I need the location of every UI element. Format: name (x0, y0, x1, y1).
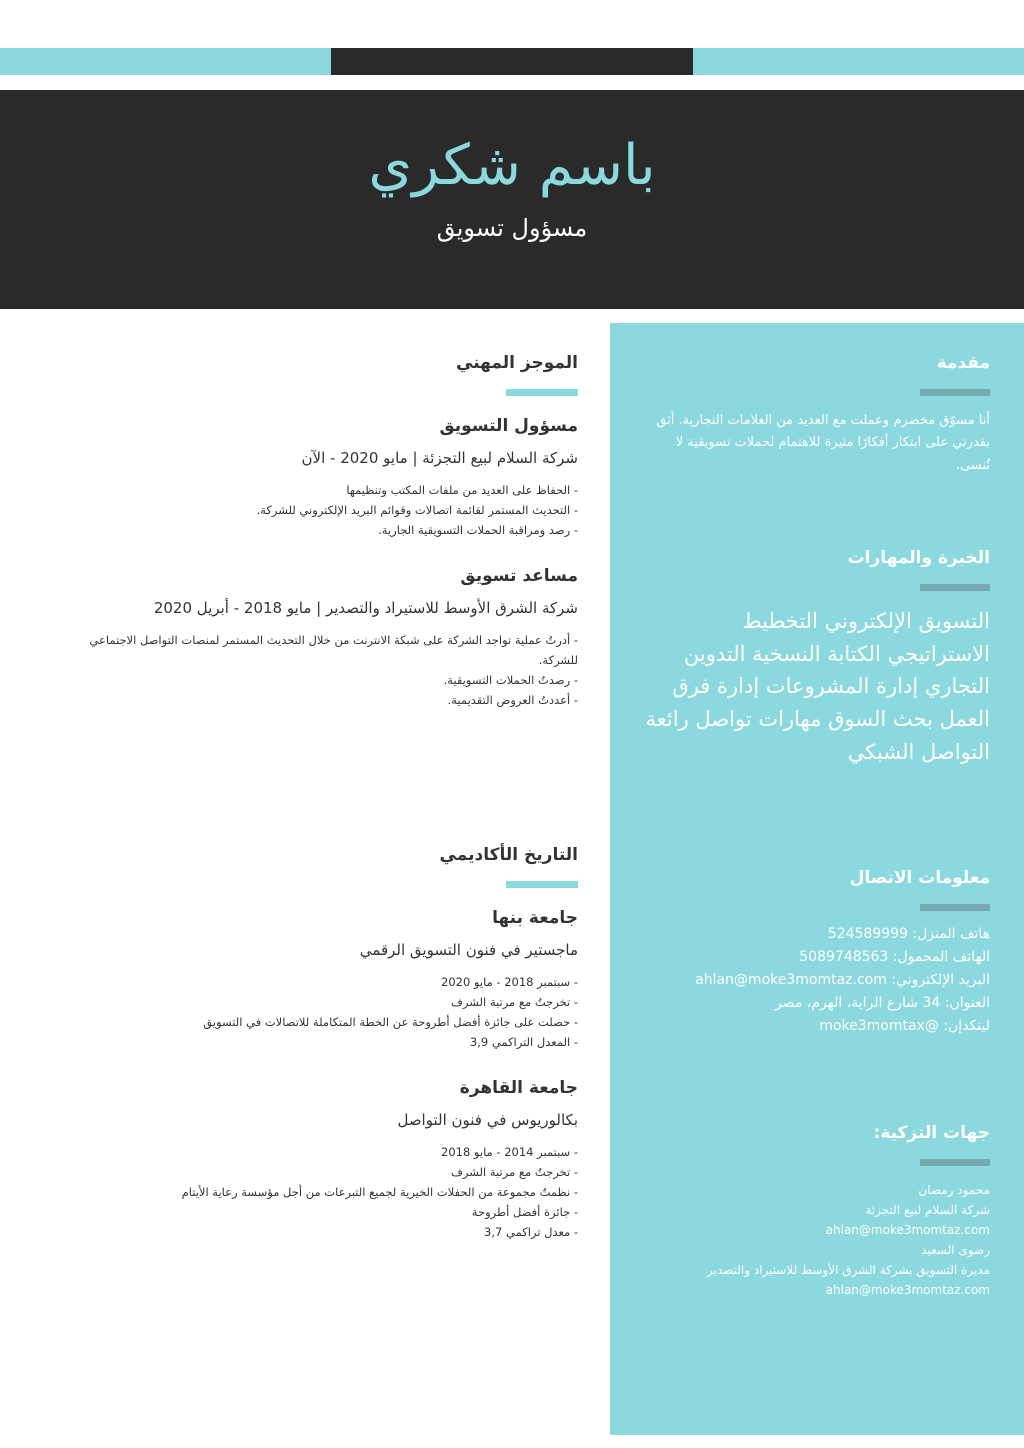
reference-line: رضوى السعيد (921, 1243, 990, 1258)
job-entry (58, 416, 578, 540)
section-divider (920, 1159, 990, 1166)
bullet-item: - نظمتُ مجموعة من الحفلات الخيرية لجميع التبرعات من أجل مؤسسة رعاية الأيتام (181, 1185, 578, 1200)
mobile-phone: الهاتف المحمول: 5089748563 (799, 949, 990, 966)
intro-text: أنا مسوّق مخضرم وعملت مع العديد من العلامات التجارية. أثق بقدرتي على ابتكار أفكارًا مثيرة للاهتمام لحملات تسويقية لا تُنسى. (656, 413, 990, 473)
candidate-role: مسؤول تسويق (436, 214, 588, 242)
section-divider (506, 881, 578, 888)
address: العنوان: 34 شارع الراية، الهرم، مصر (774, 995, 990, 1012)
job-bullets (58, 480, 578, 540)
bullet-item: - المعدل التراكمي 3,9 (469, 1035, 578, 1050)
school-degree: ماجستير في فنون التسويق الرقمي (359, 940, 578, 959)
references-lines (640, 1180, 990, 1300)
school-bullets (58, 972, 578, 1052)
section-divider (920, 389, 990, 396)
bullet-item: - تخرجتُ مع مرتبة الشرف (451, 995, 578, 1010)
linkedin: لينكدإن: @moke3momtax (819, 1018, 990, 1035)
bullet-item: - سبتمبر 2018 - مايو 2020 (441, 975, 578, 990)
reference-line: محمود رمضان (918, 1183, 990, 1198)
bullet-item: - رصدتُ الحملات التسويقية. (443, 673, 578, 688)
reference-line: شركة السلام لبيع التجزئة (865, 1203, 990, 1218)
experience-title: الموجز المهني (456, 353, 578, 373)
bullet-item: - أعددتُ العروض التقديمية. (447, 693, 578, 708)
bullet-item: - معدل تراكمي 3,7 (484, 1225, 578, 1240)
experience-section (58, 353, 578, 710)
education-title: التاريخ الأكاديمي (439, 845, 578, 865)
top-accent-bar-middle (331, 48, 693, 75)
header-banner (0, 90, 1024, 309)
bullet-item: - سبتمبر 2014 - مايو 2018 (441, 1145, 578, 1160)
education-section (58, 845, 578, 1242)
references-section (640, 1123, 990, 1300)
intro-section (640, 353, 990, 477)
job-company: شركة السلام لبيع التجزئة | مايو 2020 - الآن (301, 448, 578, 467)
reference-line: ahlan@moke3momtaz.com (825, 1283, 990, 1298)
section-divider (920, 584, 990, 591)
school-entry (58, 1078, 578, 1242)
bullet-item: - الحفاظ على العديد من ملفات المكتب وتنظيمها (346, 483, 578, 498)
candidate-name: باسم شكري (368, 133, 656, 198)
job-company: شركة الشرق الأوسط للاستيراد والتصدير | مايو 2018 - أبريل 2020 (153, 598, 578, 617)
contact-title: معلومات الاتصال (849, 868, 990, 888)
skills-text: التسويق الإلكتروني التخطيط الاستراتيجي الكتابة النسخية التدوين التجاري إدارة المشروعات إدارة فرق العمل بحث السوق مهارات تواصل رائعة التواصل الشبكي (645, 609, 990, 764)
top-accent-bar-right (693, 48, 1024, 75)
section-divider (920, 904, 990, 911)
bullet-item: - أدرتُ عملية تواجد الشركة على شبكة الانترنت من خلال التحديث المستمر لمنصات التواصل الاجتماعي للشركة. (89, 633, 578, 668)
sidebar (610, 323, 1024, 1435)
bullet-item: - التحديث المستمر لقائمة اتصالات وقوائم البريد الإلكتروني للشركة. (256, 503, 578, 518)
references-title: جهات التزكية: (873, 1123, 990, 1143)
skills-title: الخبرة والمهارات (847, 548, 990, 568)
school-name: جامعة القاهرة (459, 1078, 578, 1099)
bullet-item: - جائزة أفضل أطروحة (471, 1205, 578, 1220)
contact-section (640, 868, 990, 1038)
school-name: جامعة بنها (492, 908, 578, 929)
school-degree: بكالوريوس في فنون التواصل (397, 1110, 578, 1129)
section-divider (506, 389, 578, 396)
intro-title: مقدمة (936, 353, 990, 373)
skills-section (640, 548, 990, 768)
bullet-item: - رصد ومراقبة الحملات التسويقية الجارية. (378, 523, 578, 538)
job-bullets (58, 630, 578, 710)
reference-line: مديرة التسويق بشركة الشرق الأوسط للاستيراد والتصدير (706, 1263, 990, 1278)
job-title: مسؤول التسويق (439, 416, 578, 437)
school-bullets (58, 1142, 578, 1242)
job-entry (58, 566, 578, 710)
email: البريد الإلكتروني: ahlan@moke3momtaz.com (695, 972, 990, 989)
top-accent-bar-left (0, 48, 331, 75)
bullet-item: - تخرجتُ مع مرتبة الشرف (451, 1165, 578, 1180)
home-phone: هاتف المنزل: 524589999 (827, 926, 990, 943)
school-entry (58, 908, 578, 1052)
contact-lines (640, 923, 990, 1038)
job-title: مساعد تسويق (460, 566, 578, 587)
bullet-item: - حصلت على جائزة أفضل أطروحة عن الخطة المتكاملة للاتصالات في التسويق (203, 1015, 578, 1030)
reference-line: ahlan@moke3momtaz.com (825, 1223, 990, 1238)
